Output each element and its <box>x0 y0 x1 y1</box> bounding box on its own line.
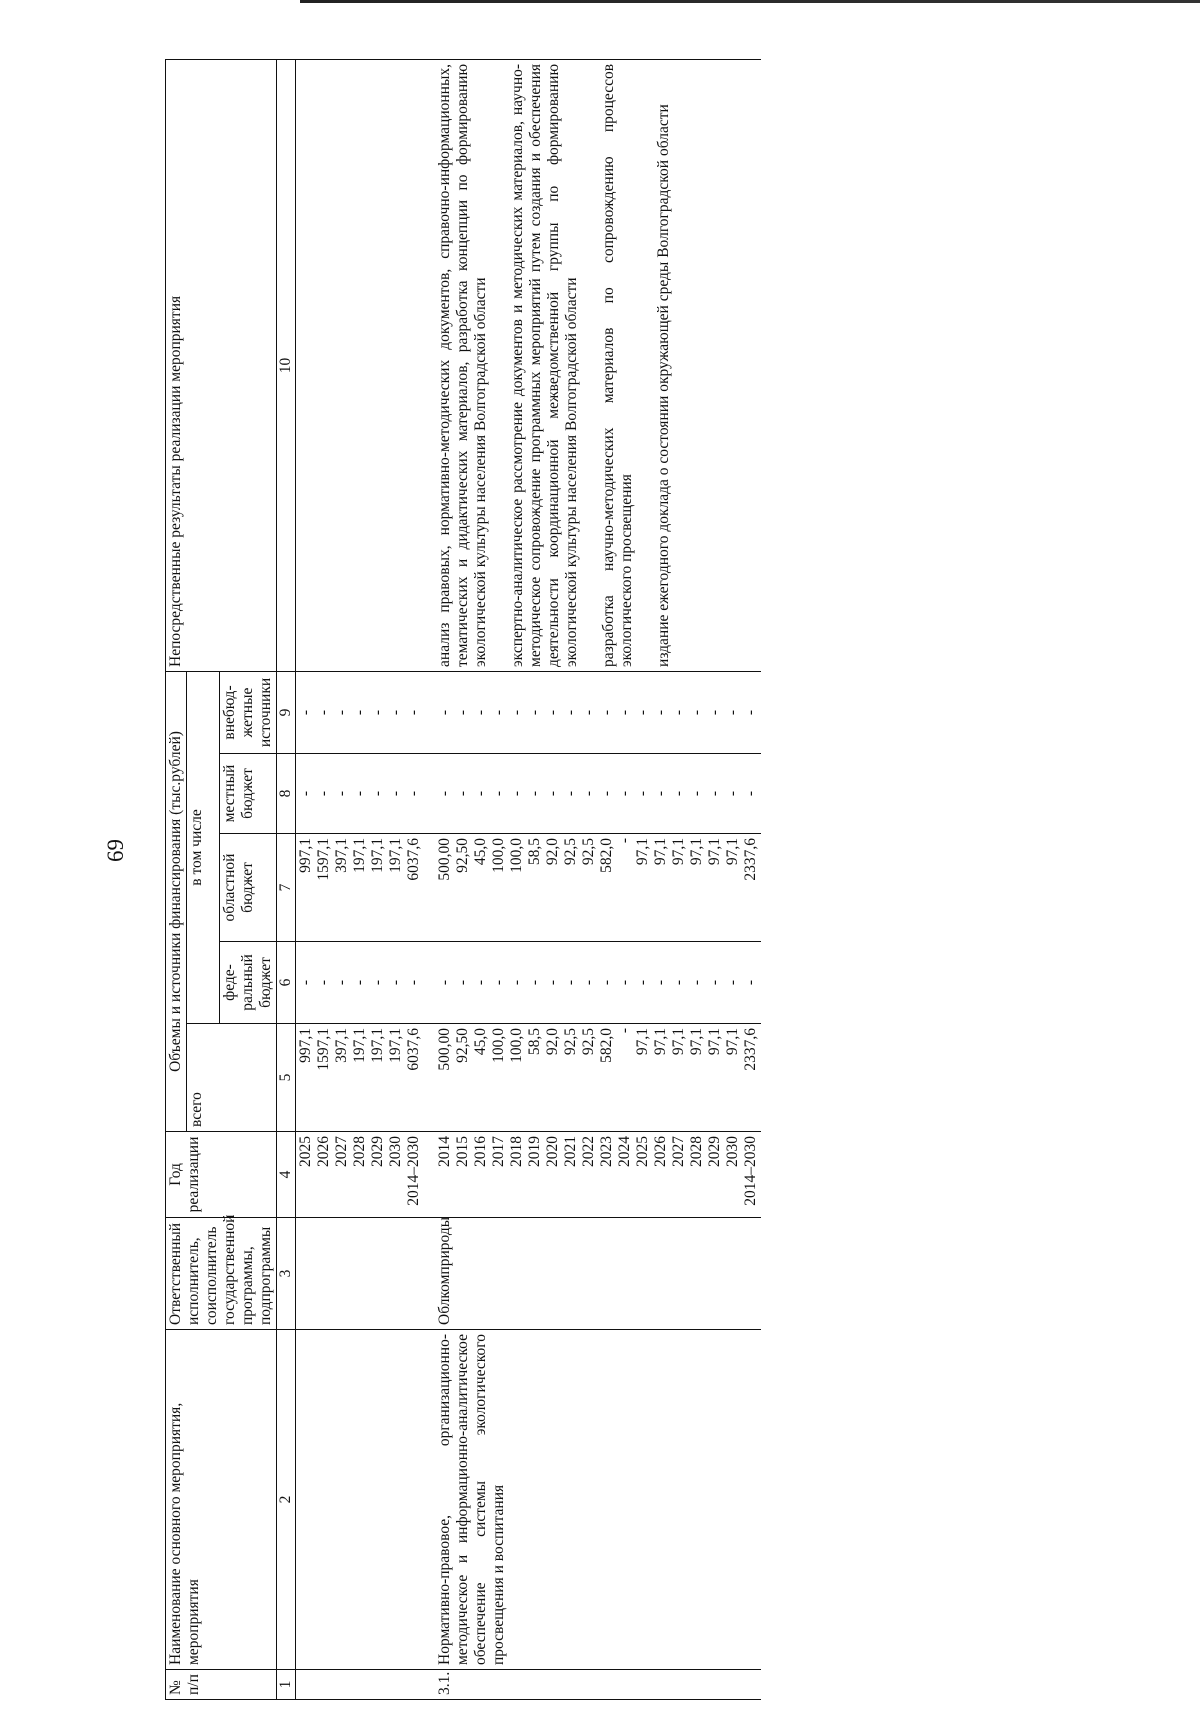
cell-responsible: Облкомприроды <box>435 1218 761 1330</box>
cell-regional: 997,1 1597,1 397,1 197,1 197,1 197,1 6037,6 <box>296 834 425 942</box>
cell-total: 997,1 1597,1 397,1 197,1 197,1 197,1 6037,6 <box>296 1024 425 1132</box>
cell-results <box>296 59 425 671</box>
header-federal: феде-ральный бюджет <box>220 942 277 1024</box>
col-index: 4 <box>277 1132 296 1218</box>
header-extra: внебюд-жетные источники <box>220 671 277 753</box>
header-including: в том числе <box>187 671 220 1023</box>
table-row <box>435 59 761 1699</box>
col-index: 5 <box>277 1024 296 1132</box>
header-year: Год реализации <box>166 1132 277 1218</box>
cell-name: Нормативно-правовое, организационно-методическое и информационно-аналитическое обеспечение системы экологического просвещения и воспитания <box>435 1330 761 1670</box>
cell-local: - - - - - - - - - - - - - - - - - - <box>435 754 761 834</box>
cell-years: 2025 2026 2027 2028 2029 2030 2014–2030 <box>296 1132 425 1218</box>
header-regional: областной бюджет <box>220 834 277 942</box>
col-index: 7 <box>277 834 296 942</box>
row-spacer <box>424 59 435 1699</box>
cell-extra: - - - - - - - - - - - - - - - - - - <box>435 671 761 753</box>
rotated-page <box>165 60 1155 1700</box>
col-index: 8 <box>277 754 296 834</box>
col-index: 3 <box>277 1218 296 1330</box>
result-item: разработка научно-методических материалов по сопровождению процессов экологического просвещения <box>600 63 635 667</box>
cell-results <box>435 59 761 671</box>
cell-extra: - - - - - - - <box>296 671 425 753</box>
result-item: экспертно-аналитическое рассмотрение документов и методических материалов, научно-методическое сопровождение программных мероприятий путем создания и обеспечения деятельности координационной межведомственной группы по формированию экологической культуры населения Волгоградской области <box>509 63 580 667</box>
col-index: 10 <box>277 59 296 671</box>
header-local: местный бюджет <box>220 754 277 834</box>
cell-regional: 500,00 92,50 45,0 100,0 100,0 58,5 92,0 92,5 92,5 582,0 - 97,1 97,1 97,1 97,1 97,1 97,1 2337,6 <box>435 834 761 942</box>
cell-federal: - - - - - - - - - - - - - - - - - - <box>435 942 761 1024</box>
cell-name <box>296 1330 425 1670</box>
header-total: всего <box>187 1024 277 1132</box>
result-item: анализ правовых, нормативно-методических документов, справочно-информационных, тематических и дидактических материалов, разработка концепции по формированию экологической культуры населения Волгоградской области <box>436 63 489 667</box>
cell-years: 2014 2015 2016 2017 2018 2019 2020 2021 2022 2023 2024 2025 2026 2027 2028 2029 2030 2014–2030 <box>435 1132 761 1218</box>
cell-federal: - - - - - - - <box>296 942 425 1024</box>
col-index: 2 <box>277 1330 296 1670</box>
col-index: 1 <box>277 1670 296 1700</box>
funding-table <box>165 59 761 1700</box>
header-funding: Объемы и источники финансирования (тыс.рублей) <box>166 671 187 1131</box>
col-index: 6 <box>277 942 296 1024</box>
header-results: Непосредственные результаты реализации мероприятия <box>166 59 277 671</box>
header-responsible: Ответственный исполнитель, соисполнитель государственной программы, подпрограммы <box>166 1218 277 1330</box>
cell-no: 3.1. <box>435 1670 761 1700</box>
cell-local: - - - - - - - <box>296 754 425 834</box>
cell-total: 500,00 92,50 45,0 100,0 100,0 58,5 92,0 92,5 92,5 582,0 - 97,1 97,1 97,1 97,1 97,1 97,1 2337,6 <box>435 1024 761 1132</box>
cell-no <box>296 1670 425 1700</box>
page-number: 69 <box>103 839 128 862</box>
col-index: 9 <box>277 671 296 753</box>
header-no: № п/п <box>166 1670 277 1700</box>
cell-responsible <box>296 1218 425 1330</box>
header-row <box>166 59 187 1699</box>
table-row <box>296 59 425 1699</box>
header-name: Наименование основного мероприятия, мероприятия <box>166 1330 277 1670</box>
result-item: издание ежегодного доклада о состоянии окружающей среды Волгоградской области <box>655 104 672 667</box>
scan-edge <box>0 0 1200 3</box>
column-index-row <box>277 59 296 1699</box>
